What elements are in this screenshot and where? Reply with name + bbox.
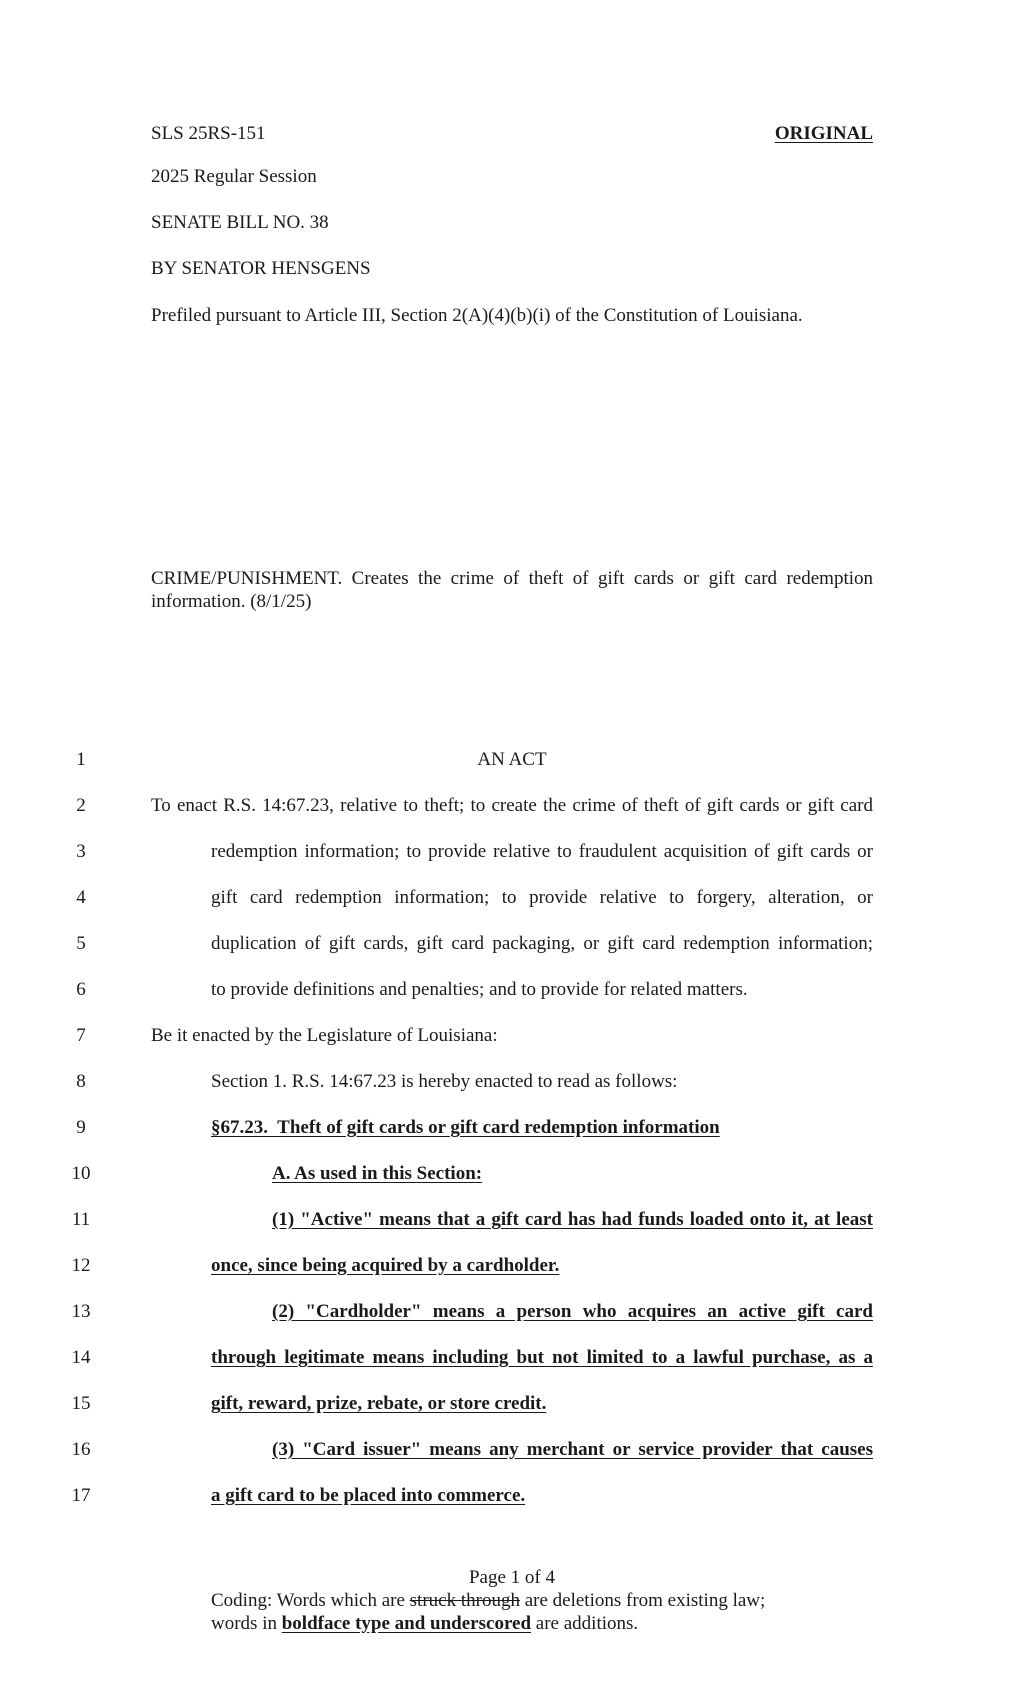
section-intro: Section 1. R.S. 14:67.23 is hereby enacted to read as follows: — [211, 1071, 678, 1092]
line-number: 5 — [76, 933, 86, 954]
bill-id: SLS 25RS-151 — [151, 123, 266, 144]
bill-number: SENATE BILL NO. 38 — [151, 212, 329, 233]
bill-line: redemption information; to provide relative to fraudulent acquisition of gift cards or — [211, 841, 873, 862]
line-number: 15 — [71, 1393, 91, 1414]
line-number: 3 — [76, 841, 86, 862]
line-number: 14 — [71, 1347, 91, 1368]
line-number: 17 — [71, 1485, 91, 1506]
struck-example: struck through — [409, 1590, 520, 1611]
author: BY SENATOR HENSGENS — [151, 258, 371, 279]
coding-text: are additions. — [535, 1613, 639, 1634]
line-number: 12 — [71, 1255, 91, 1276]
enacting-clause: Be it enacted by the Legislature of Louisiana: — [151, 1025, 498, 1046]
act-title: AN ACT — [477, 749, 547, 770]
line-number: 1 — [76, 749, 86, 770]
line-number: 13 — [71, 1301, 91, 1322]
line-number: 4 — [76, 887, 86, 908]
digest-line-2: information. (8/1/25) — [151, 591, 312, 612]
line-number: 11 — [71, 1209, 91, 1230]
definition-line: gift, reward, prize, rebate, or store credit. — [211, 1393, 547, 1414]
digest-line-1: CRIME/PUNISHMENT. Creates the crime of theft of gift cards or gift card redemption — [151, 568, 873, 589]
definition-line: once, since being acquired by a cardholder. — [211, 1255, 560, 1276]
line-number: 6 — [76, 979, 86, 1000]
subsection-heading: A. As used in this Section: — [272, 1163, 483, 1184]
section-heading: §67.23. Theft of gift cards or gift card redemption information — [211, 1117, 720, 1138]
session: 2025 Regular Session — [151, 166, 317, 187]
coding-note-line-2 — [211, 1613, 638, 1635]
bill-line: gift card redemption information; to provide relative to forgery, alteration, or — [211, 887, 873, 908]
coding-text: words in — [211, 1613, 277, 1634]
bill-line: To enact R.S. 14:67.23, relative to theft; to create the crime of theft of gift cards or gift card — [151, 795, 873, 816]
coding-text: are deletions from existing law; — [524, 1590, 766, 1611]
definition-line: (3) "Card issuer" means any merchant or service provider that causes — [272, 1439, 873, 1460]
definition-line: (2) "Cardholder" means a person who acquires an active gift card — [272, 1301, 873, 1322]
definition-line: a gift card to be placed into commerce. — [211, 1485, 526, 1506]
line-number: 8 — [76, 1071, 86, 1092]
coding-note-line-1 — [211, 1590, 765, 1612]
line-number: 9 — [76, 1117, 86, 1138]
line-number: 10 — [71, 1163, 91, 1184]
definition-line: through legitimate means including but not limited to a lawful purchase, as a — [211, 1347, 873, 1368]
bill-line: duplication of gift cards, gift card packaging, or gift card redemption information; — [211, 933, 873, 954]
line-number: 7 — [76, 1025, 86, 1046]
prefiled-note: Prefiled pursuant to Article III, Section 2(A)(4)(b)(i) of the Constitution of Louisiana. — [151, 305, 803, 326]
line-number: 16 — [71, 1439, 91, 1460]
definition-line: (1) "Active" means that a gift card has had funds loaded onto it, at least — [272, 1209, 873, 1230]
bold-example: boldface type and underscored — [281, 1613, 532, 1634]
bill-status: ORIGINAL — [774, 123, 873, 144]
line-number: 2 — [76, 795, 86, 816]
coding-text: Coding: Words which are — [211, 1590, 405, 1611]
bill-line: to provide definitions and penalties; and to provide for related matters. — [211, 979, 748, 1000]
page-number: Page 1 of 4 — [468, 1567, 555, 1588]
